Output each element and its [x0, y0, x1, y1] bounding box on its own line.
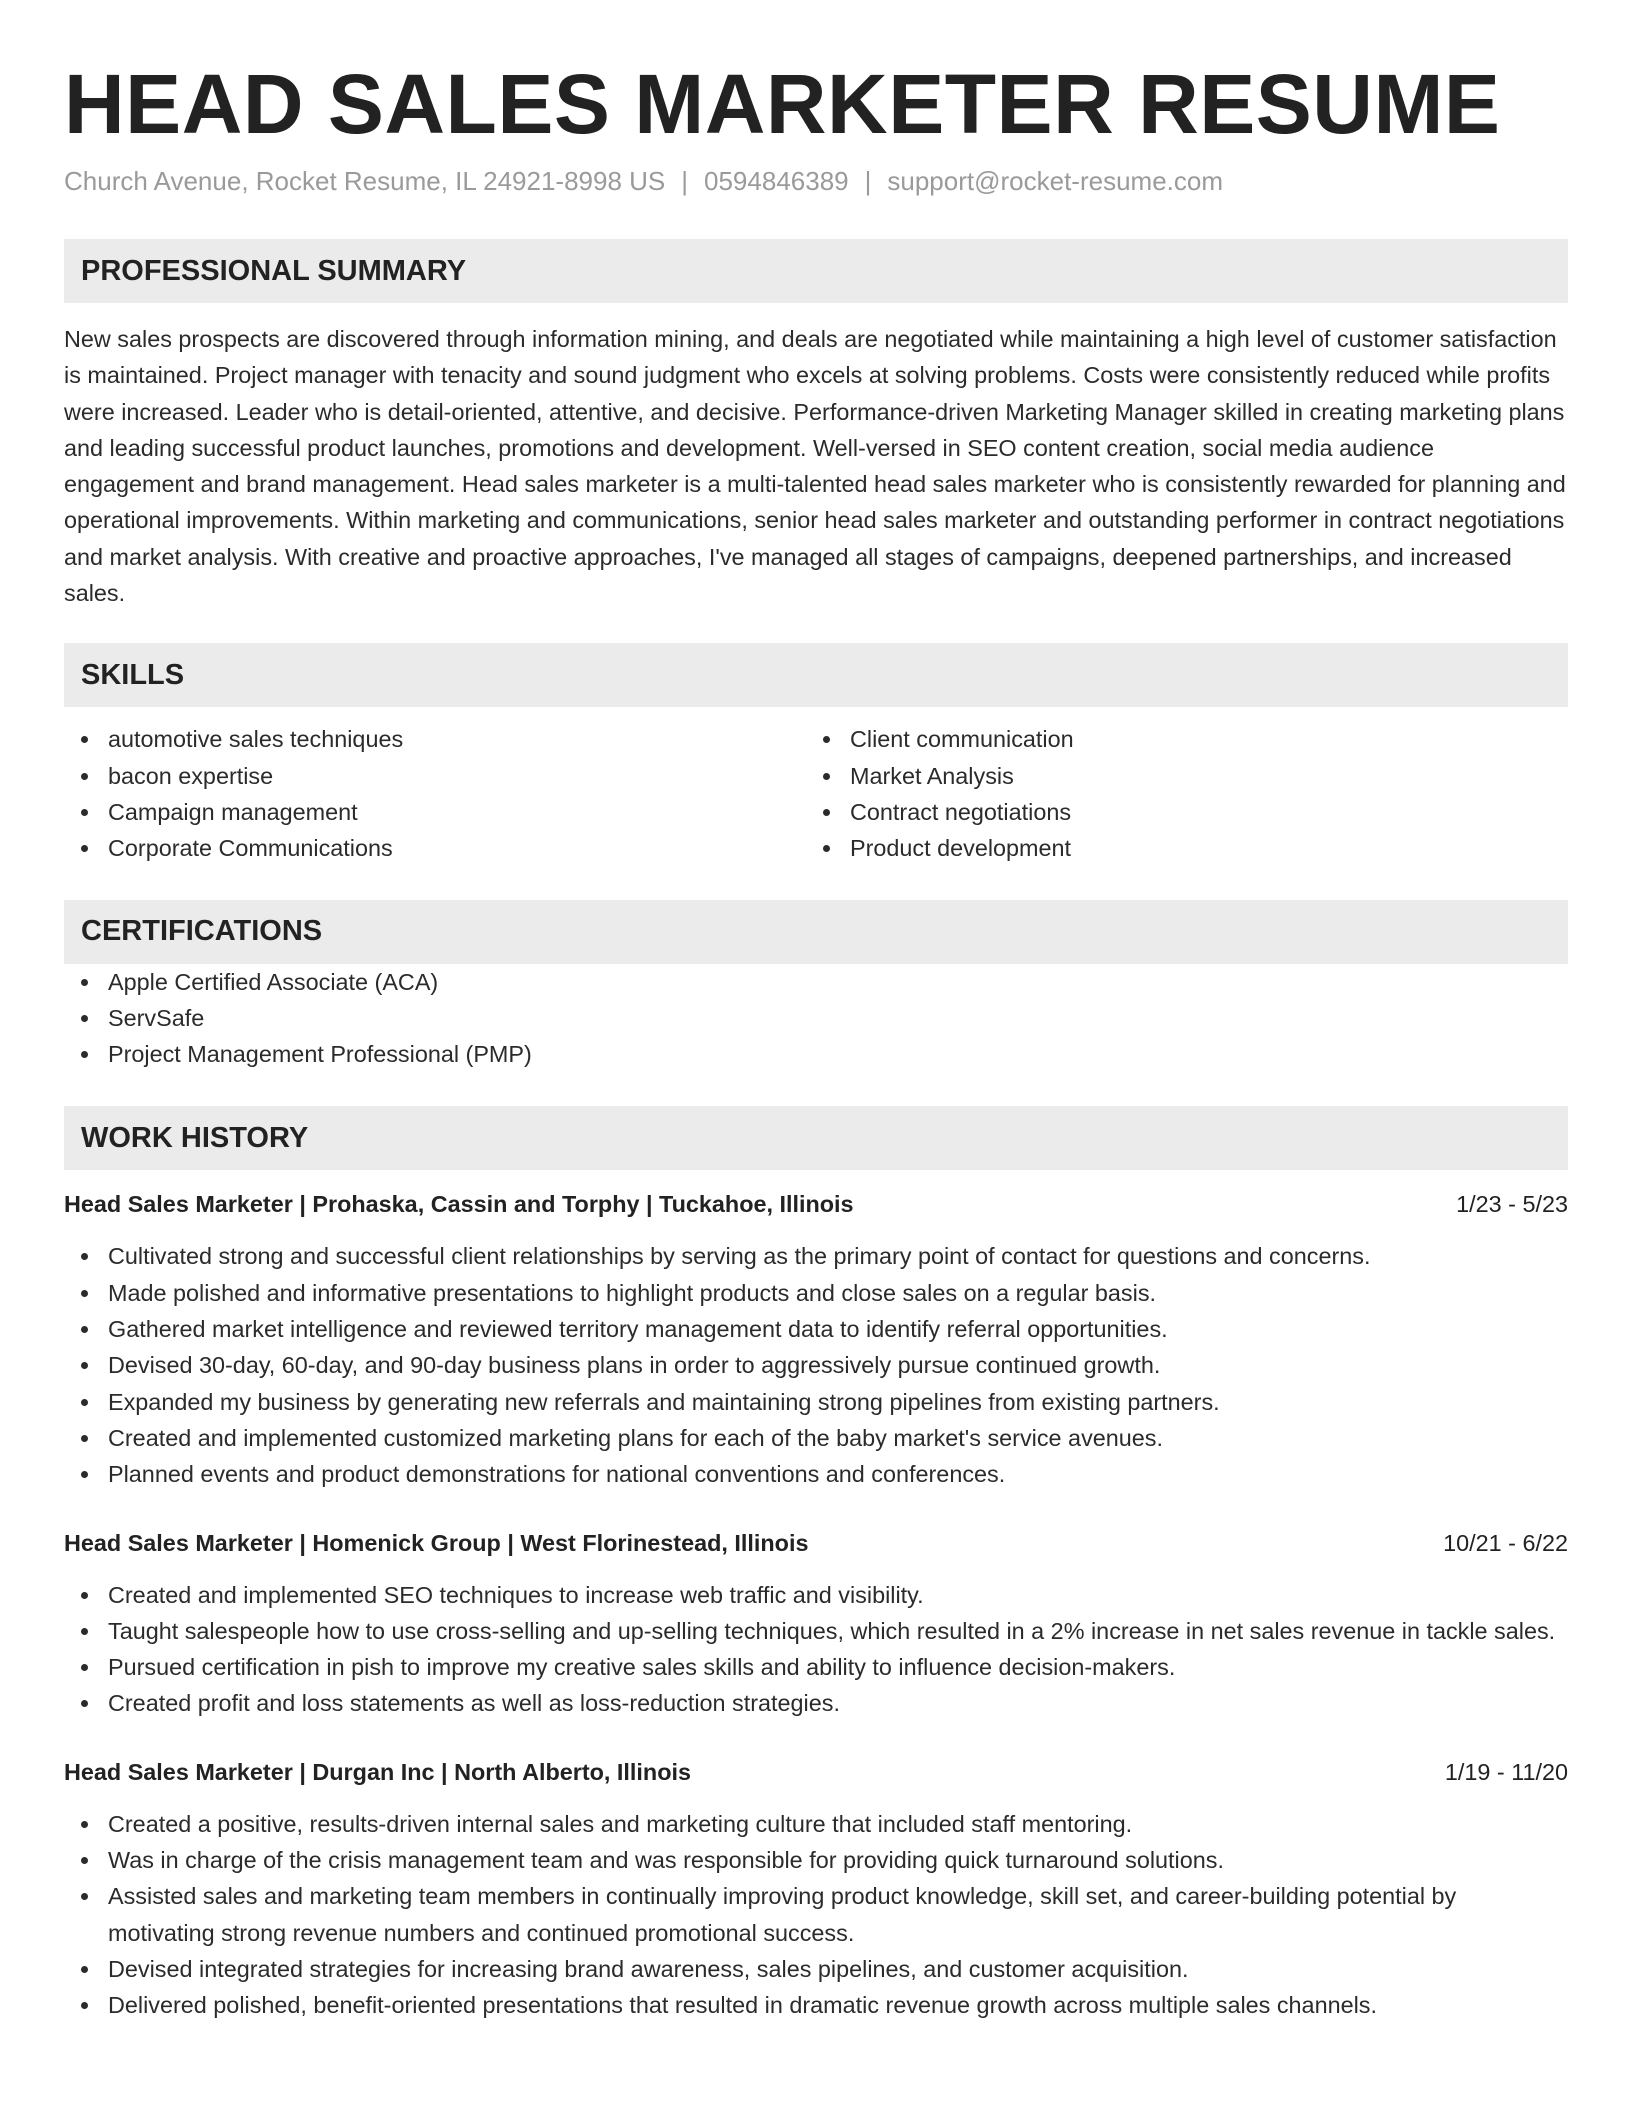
section-header-work-history: WORK HISTORY — [64, 1106, 1568, 1170]
job-bullet: Pursued certification in pish to improve my creative sales skills and ability to influence decision-makers. — [64, 1649, 1568, 1685]
job-bullet: Cultivated strong and successful client relationships by serving as the primary point of contact for questions and concerns. — [64, 1238, 1568, 1274]
job-header — [64, 1186, 1568, 1222]
skill-item: Market Analysis — [806, 758, 1548, 794]
skill-item: Product development — [806, 830, 1548, 866]
job-title: Head Sales Marketer | Homenick Group | West Florinestead, Illinois — [64, 1529, 809, 1556]
summary-paragraph: New sales prospects are discovered through information mining, and deals are negotiated while maintaining a high level of customer satisfaction is maintained. Project manager with tenacity and sound judgment who excels at solving problems. Costs were consistently reduced while profits were increased. Leader who is detail-oriented, attentive, and decisive. Performance-driven Marketing Manager skilled in creating marketing plans and leading successful product launches, promotions and development. Well-versed in SEO content creation, social media audience engagement and brand management. Head sales marketer is a multi-talented head sales marketer who is consistently rewarded for planning and operational improvements. Within marketing and communications, senior head sales marketer and outstanding performer in contract negotiations and market analysis. With creative and proactive approaches, I've managed all stages of campaigns, deepened partnerships, and increased sales. — [64, 326, 1566, 607]
skill-item: automotive sales techniques — [64, 721, 806, 757]
skill-item: Client communication — [806, 721, 1548, 757]
job-bullet: Made polished and informative presentations to highlight products and close sales on a regular basis. — [64, 1275, 1568, 1311]
job-bullet: Delivered polished, benefit-oriented presentations that resulted in dramatic revenue growth across multiple sales channels. — [64, 1987, 1568, 2023]
skill-item: Campaign management — [64, 794, 806, 830]
section-header-certifications: CERTIFICATIONS — [64, 900, 1568, 964]
job-bullets — [64, 1238, 1568, 1492]
job-bullet: Taught salespeople how to use cross-selling and up-selling techniques, which resulted in a 2% increase in net sales revenue in tackle sales. — [64, 1613, 1568, 1649]
job-header — [64, 1754, 1568, 1790]
contact-email: support@rocket-resume.com — [887, 166, 1224, 196]
job-bullet: Planned events and product demonstrations for national conventions and conferences. — [64, 1456, 1568, 1492]
certification-item: ServSafe — [64, 1000, 1568, 1036]
skills-list-right — [806, 721, 1548, 866]
job-bullets — [64, 1577, 1568, 1722]
skill-item: bacon expertise — [64, 758, 806, 794]
contact-phone: 0594846389 — [704, 166, 849, 196]
contact-line — [64, 164, 1568, 198]
section-header-summary: PROFESSIONAL SUMMARY — [64, 239, 1568, 303]
job-entry — [64, 1186, 1568, 1492]
job-bullet: Gathered market intelligence and reviewed territory management data to identify referral opportunities. — [64, 1311, 1568, 1347]
skill-item: Contract negotiations — [806, 794, 1548, 830]
contact-address: Church Avenue, Rocket Resume, IL 24921-8998 US — [64, 166, 666, 196]
job-bullet: Created and implemented customized marketing plans for each of the baby market's service avenues. — [64, 1420, 1568, 1456]
contact-separator: | — [864, 166, 872, 196]
job-bullet: Devised 30-day, 60-day, and 90-day business plans in order to aggressively pursue continued growth. — [64, 1347, 1568, 1383]
certification-item: Apple Certified Associate (ACA) — [64, 964, 1568, 1000]
job-dates: 1/19 - 11/20 — [1444, 1758, 1568, 1785]
job-title: Head Sales Marketer | Prohaska, Cassin and Torphy | Tuckahoe, Illinois — [64, 1191, 854, 1218]
section-header-skills: SKILLS — [64, 643, 1568, 707]
job-title: Head Sales Marketer | Durgan Inc | North Alberto, Illinois — [64, 1758, 692, 1785]
skills-grid — [64, 721, 1568, 866]
job-bullets — [64, 1806, 1568, 2024]
certifications-list — [64, 964, 1568, 1073]
job-bullet: Was in charge of the crisis management team and was responsible for providing quick turnaround solutions. — [64, 1842, 1568, 1878]
certification-item: Project Management Professional (PMP) — [64, 1036, 1568, 1072]
resume-title: HEAD SALES MARKETER RESUME — [64, 57, 1501, 151]
resume-page — [64, 0, 1568, 2024]
job-dates: 1/23 - 5/23 — [1456, 1191, 1568, 1218]
job-dates: 10/21 - 6/22 — [1443, 1529, 1568, 1556]
job-bullet: Created a positive, results-driven internal sales and marketing culture that included staff mentoring. — [64, 1806, 1568, 1842]
job-entry — [64, 1525, 1568, 1722]
contact-separator: | — [681, 166, 689, 196]
job-bullet: Assisted sales and marketing team members in continually improving product knowledge, skill set, and career-building potential by motivating strong revenue numbers and continued promotional success. — [64, 1878, 1568, 1951]
job-bullet: Expanded my business by generating new referrals and maintaining strong pipelines from existing partners. — [64, 1384, 1568, 1420]
job-bullet: Created profit and loss statements as well as loss-reduction strategies. — [64, 1685, 1568, 1721]
skill-item: Corporate Communications — [64, 830, 806, 866]
job-bullet: Devised integrated strategies for increasing brand awareness, sales pipelines, and customer acquisition. — [64, 1951, 1568, 1987]
job-header — [64, 1525, 1568, 1561]
skills-list-left — [64, 721, 806, 866]
job-bullet: Created and implemented SEO techniques to increase web traffic and visibility. — [64, 1577, 1568, 1613]
job-entry — [64, 1754, 1568, 2024]
